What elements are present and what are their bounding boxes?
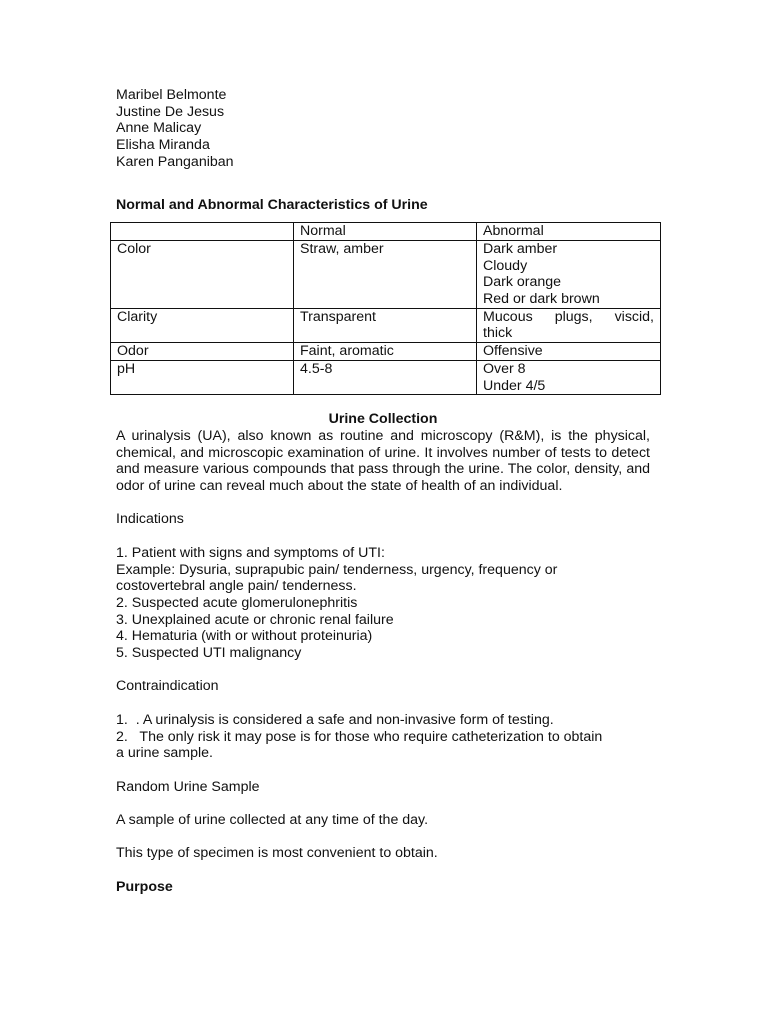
abnormal-value: thick (483, 325, 513, 342)
table-header-cell (111, 223, 294, 241)
author-name: Anne Malicay (116, 120, 202, 137)
urine-characteristics-table (110, 222, 661, 395)
table-row (111, 343, 661, 361)
normal-value: Faint, aromatic (294, 343, 477, 361)
table-header-row (111, 223, 661, 241)
abnormal-value: Dark amber (483, 240, 558, 257)
urine-collection-paragraph: A urinalysis (UA), also known as routine and microscopy (R&M), is the physical, chemical, and microscopic examination of urine. It involves number of tests to detect and measure various compounds that pass through the urine. The color, density, and odor of urine can reveal much about the state of health of an individual. (116, 427, 650, 495)
urine-collection-title: Urine Collection (328, 411, 438, 428)
abnormal-value: Over 8 (483, 360, 526, 377)
list-item: 2. The only risk it may pose is for those who require catheterization to obtain (116, 728, 603, 745)
abnormal-value: Red or dark brown (483, 291, 600, 308)
list-item: 1. . A urinalysis is considered a safe and non-invasive form of testing. (116, 711, 554, 728)
abnormal-value: Mucous plugs, viscid, (483, 308, 654, 325)
normal-value: Straw, amber (294, 240, 477, 308)
indications-heading: Indications (116, 511, 184, 528)
abnormal-value: Offensive (483, 343, 543, 360)
random-sample-heading: Random Urine Sample (116, 778, 260, 795)
row-label: Clarity (111, 308, 294, 342)
abnormal-value: Cloudy (483, 257, 528, 274)
document-page (116, 87, 654, 896)
purpose-heading: Purpose (116, 878, 173, 895)
random-sample-text: A sample of urine collected at any time of the day. (116, 812, 429, 829)
list-item: 1. Patient with signs and symptoms of UTI: (116, 544, 385, 561)
list-item: 3. Unexplained acute or chronic renal failure (116, 611, 394, 628)
abnormal-values (477, 360, 661, 394)
list-item: costovertebral angle pain/ tenderness. (116, 578, 357, 595)
list-item: a urine sample. (116, 745, 213, 762)
table-header-cell: Normal (294, 223, 477, 241)
table-title: Normal and Abnormal Characteristics of Urine (116, 196, 428, 213)
abnormal-values (477, 343, 661, 361)
row-label: pH (111, 360, 294, 394)
list-item: Example: Dysuria, suprapubic pain/ tenderness, urgency, frequency or (116, 561, 558, 578)
author-name: Maribel Belmonte (116, 87, 227, 103)
table-header-cell: Abnormal (477, 223, 661, 241)
abnormal-values (477, 308, 661, 342)
contraindication-list (116, 712, 650, 762)
random-sample-text: This type of specimen is most convenient to obtain. (116, 845, 438, 862)
row-label: Odor (111, 343, 294, 361)
contraindication-heading: Contraindication (116, 678, 219, 695)
table-row (111, 360, 661, 394)
normal-value: 4.5-8 (294, 360, 477, 394)
abnormal-value: Dark orange (483, 274, 562, 291)
author-name: Elisha Miranda (116, 137, 210, 154)
indications-list (116, 545, 650, 662)
list-item: 2. Suspected acute glomerulonephritis (116, 594, 358, 611)
abnormal-value: Under 4/5 (483, 377, 546, 394)
author-name: Justine De Jesus (116, 103, 225, 120)
list-item: 4. Hematuria (with or without proteinuria) (116, 628, 373, 645)
author-name: Karen Panganiban (116, 153, 234, 170)
table-row (111, 240, 661, 308)
row-label: Color (111, 240, 294, 308)
normal-value: Transparent (294, 308, 477, 342)
abnormal-values (477, 240, 661, 308)
list-item: 5. Suspected UTI malignancy (116, 645, 302, 662)
author-list (116, 87, 650, 171)
table-row (111, 308, 661, 342)
